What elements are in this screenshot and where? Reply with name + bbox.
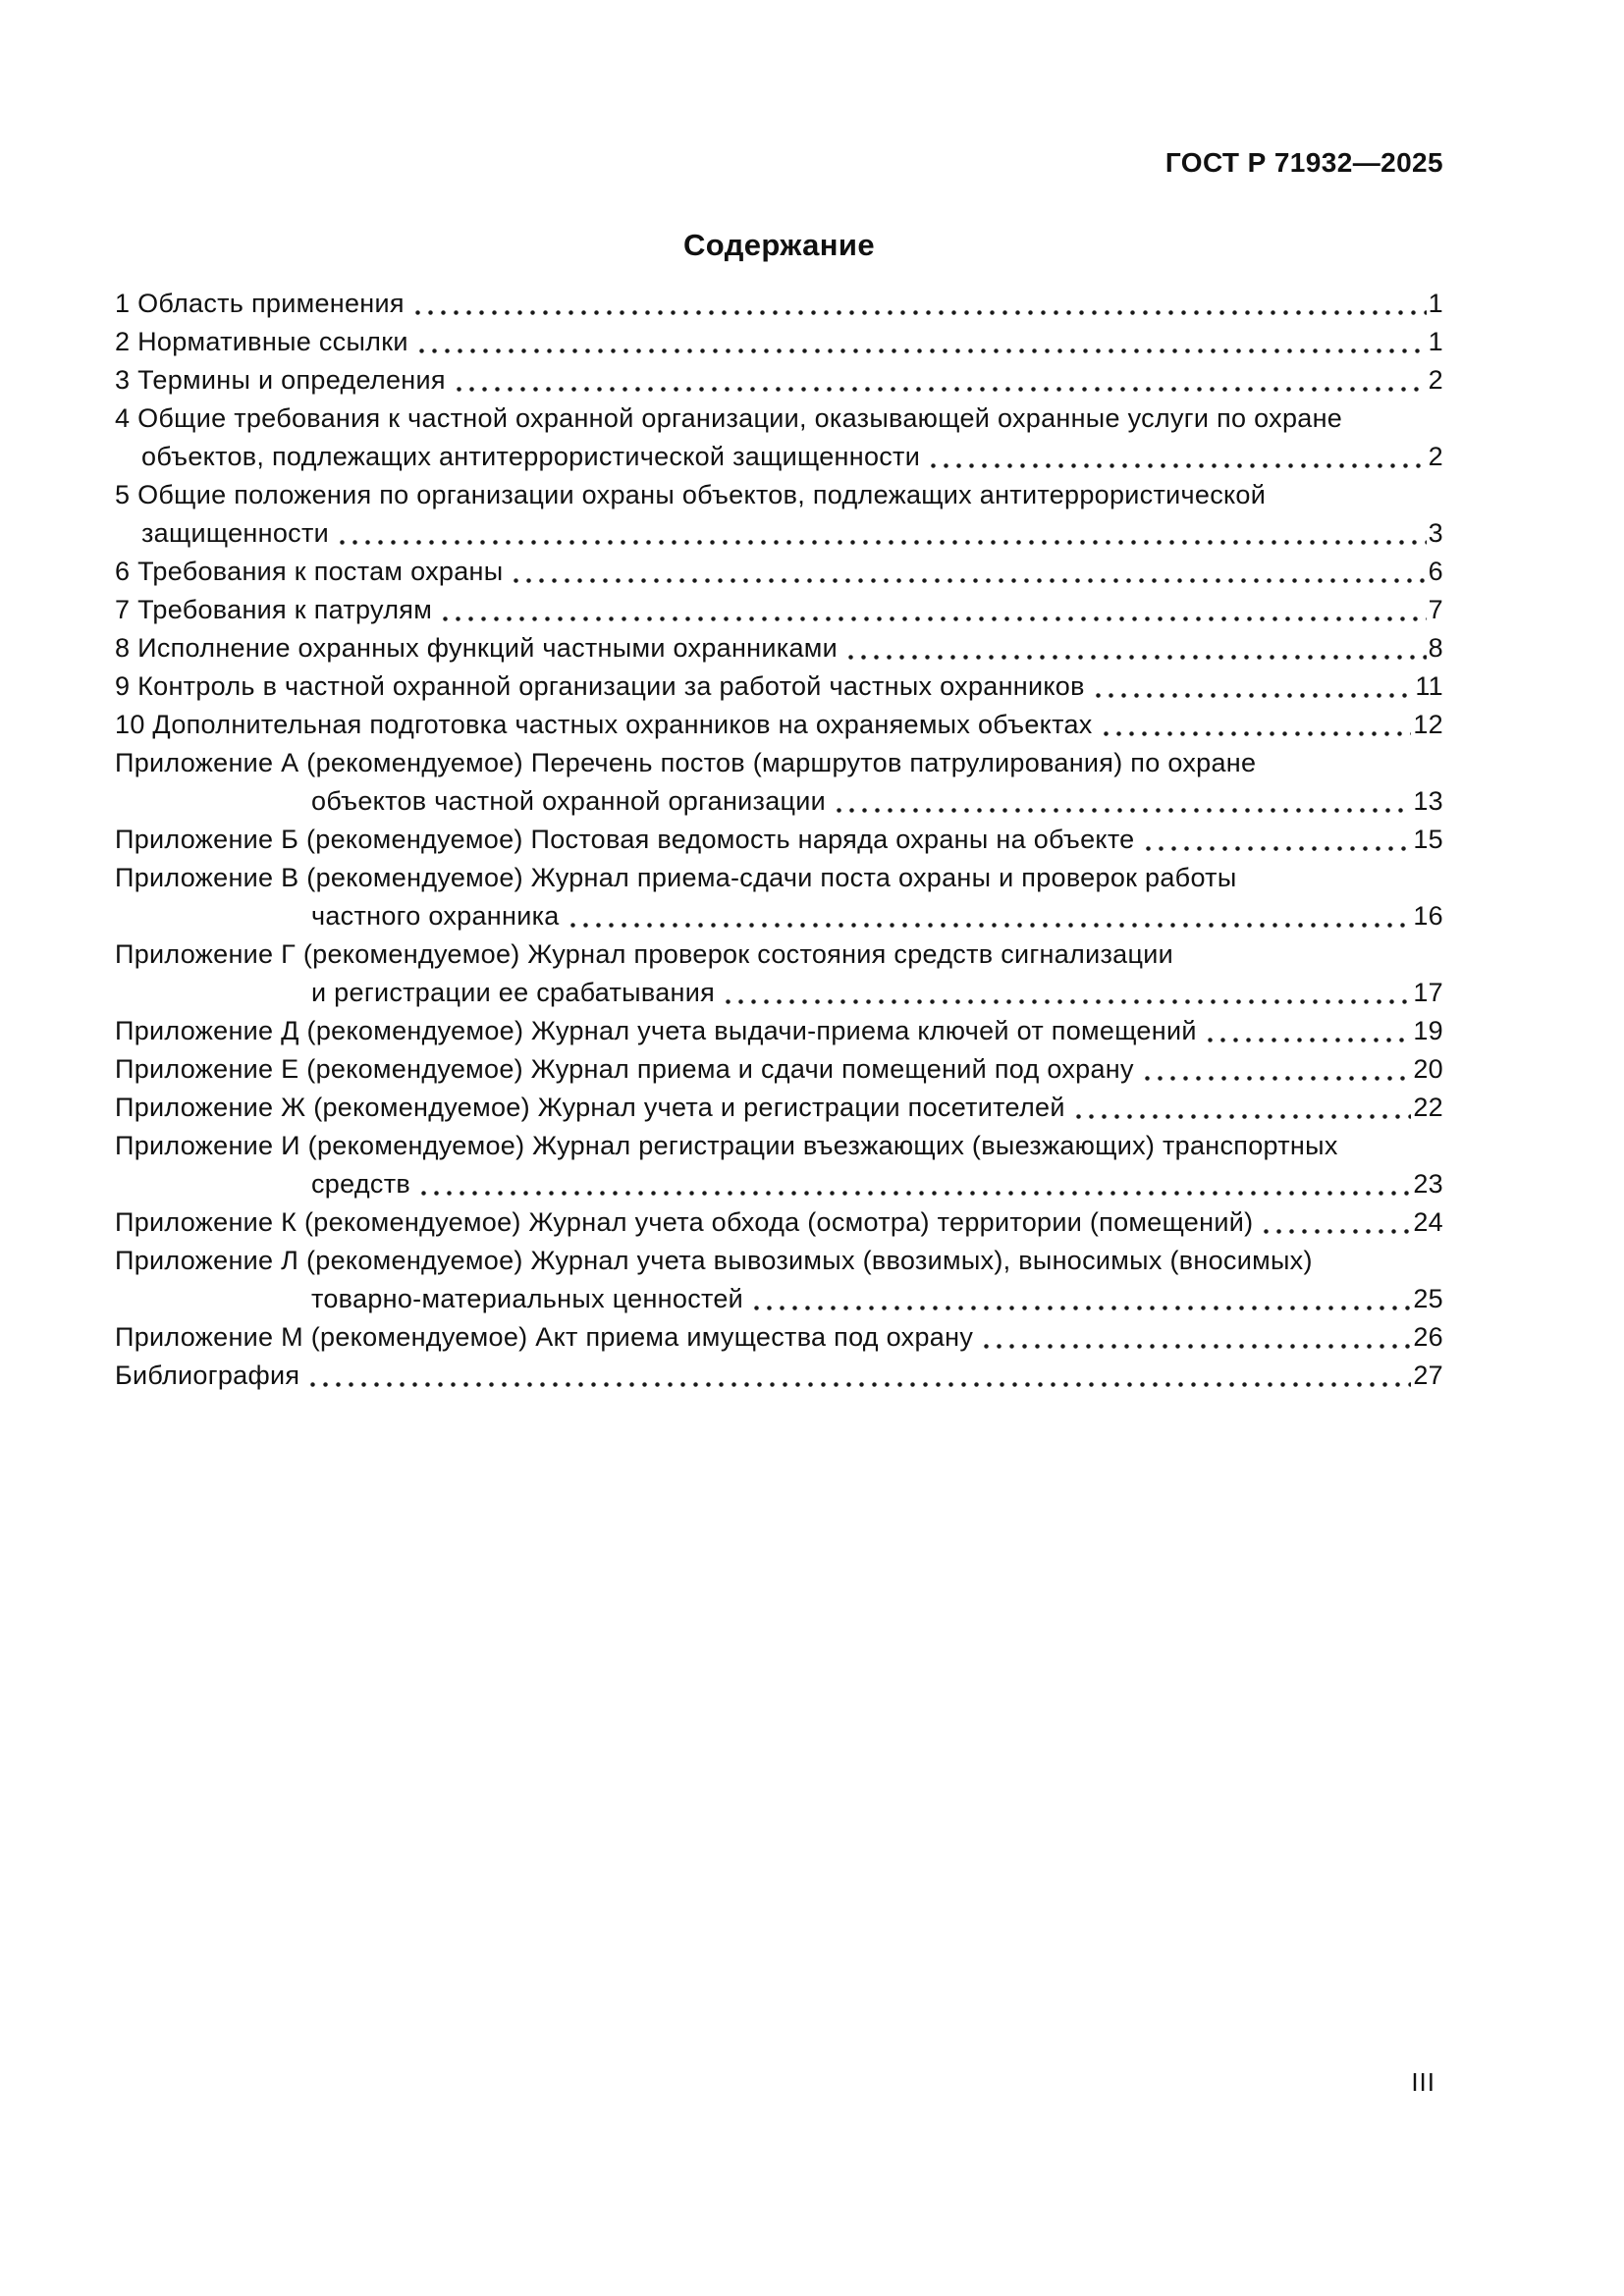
standard-code: ГОСТ Р 71932—2025 <box>1164 147 1443 178</box>
toc-entry-line <box>115 591 1443 629</box>
toc-page-number: 25 <box>1413 1284 1443 1313</box>
toc-page-number: 16 <box>1413 901 1443 931</box>
toc-entry-text: Приложение А (рекомендуемое) Перечень постов (маршрутов патрулирования) по охране <box>115 748 1257 777</box>
table-of-contents <box>115 285 1443 1395</box>
toc-entry <box>115 361 1443 400</box>
toc-entry-text: Приложение Д (рекомендуемое) Журнал учета выдачи-приема ключей от помещений <box>115 1016 1197 1045</box>
toc-page-number: 15 <box>1413 825 1443 854</box>
dot-leader <box>927 438 1427 476</box>
dot-leader <box>417 1165 1411 1203</box>
toc-page-number: 11 <box>1415 671 1443 701</box>
toc-entry-line <box>115 1203 1443 1242</box>
toc-entry-line <box>115 1280 1443 1318</box>
toc-entry-text: Приложение Е (рекомендуемое) Журнал приема и сдачи помещений под охрану <box>115 1054 1134 1084</box>
toc-entry-line <box>115 744 1443 782</box>
toc-entry-text: Библиография <box>115 1361 300 1390</box>
dot-leader <box>336 514 1427 553</box>
dot-leader <box>1092 667 1414 706</box>
toc-entry-text: Приложение Ж (рекомендуемое) Журнал учета и регистрации посетителей <box>115 1093 1065 1122</box>
toc-entry-line <box>115 897 1443 935</box>
toc-entry <box>115 323 1443 361</box>
toc-entry-text: 3 Термины и определения <box>115 365 446 395</box>
toc-entry-line <box>115 1242 1443 1280</box>
toc-page-number: 8 <box>1428 633 1443 663</box>
dot-leader <box>1141 1050 1412 1089</box>
toc-page-number: 24 <box>1413 1207 1443 1237</box>
toc-entry-line <box>115 1012 1443 1050</box>
toc-entry <box>115 591 1443 629</box>
toc-page-number: 22 <box>1413 1093 1443 1122</box>
toc-page-number: 20 <box>1413 1054 1443 1084</box>
dot-leader <box>1072 1089 1412 1127</box>
dot-leader <box>833 782 1411 821</box>
toc-entry-text: защищенности <box>141 518 330 548</box>
toc-entry-text: объектов, подлежащих антитеррористической защищенности <box>141 442 921 471</box>
toc-entry <box>115 1203 1443 1242</box>
toc-page-number: 19 <box>1413 1016 1443 1045</box>
dot-leader <box>567 897 1412 935</box>
toc-entry <box>115 629 1443 667</box>
toc-entry-text: Приложение К (рекомендуемое) Журнал учета обхода (осмотра) территории (помещений) <box>115 1207 1254 1237</box>
toc-entry <box>115 553 1443 591</box>
toc-page-number: 3 <box>1428 518 1443 548</box>
toc-entry-line <box>115 629 1443 667</box>
toc-entry-line <box>115 1357 1443 1395</box>
toc-entry-text: 5 Общие положения по организации охраны объектов, подлежащих антитеррористической <box>115 480 1267 509</box>
toc-entry-line <box>115 1318 1443 1357</box>
toc-entry-text: 2 Нормативные ссылки <box>115 327 408 356</box>
toc-page-number: 23 <box>1413 1169 1443 1199</box>
toc-page-number: 1 <box>1428 327 1443 356</box>
dot-leader <box>980 1318 1411 1357</box>
toc-entry-text: Приложение Б (рекомендуемое) Постовая ведомость наряда охраны на объекте <box>115 825 1135 854</box>
toc-entry-line <box>115 821 1443 859</box>
toc-entry-line <box>115 1089 1443 1127</box>
dot-leader <box>1204 1012 1412 1050</box>
toc-entry <box>115 667 1443 706</box>
toc-entry-line <box>115 1165 1443 1203</box>
dot-leader <box>453 361 1427 400</box>
toc-entry-line <box>115 935 1443 974</box>
dot-leader <box>415 323 1427 361</box>
toc-entry-text: 4 Общие требования к частной охранной организации, оказывающей охранные услуги по охране <box>115 403 1343 433</box>
toc-entry-line <box>115 667 1443 706</box>
toc-entry-text: и регистрации ее срабатывания <box>311 978 716 1007</box>
toc-entry-text: средств <box>311 1169 411 1199</box>
toc-entry-line <box>115 285 1443 323</box>
toc-entry-line <box>115 553 1443 591</box>
toc-entry <box>115 821 1443 859</box>
dot-leader <box>1100 706 1412 744</box>
toc-entry-line <box>115 782 1443 821</box>
toc-page-number: 6 <box>1428 557 1443 586</box>
dot-leader <box>411 285 1427 323</box>
toc-entry-text: Приложение Г (рекомендуемое) Журнал проверок состояния средств сигнализации <box>115 939 1174 969</box>
toc-entry-line <box>115 974 1443 1012</box>
toc-page-number: 17 <box>1413 978 1443 1007</box>
toc-entry-line <box>115 361 1443 400</box>
toc-entry <box>115 1357 1443 1395</box>
toc-entry-text: Приложение И (рекомендуемое) Журнал регистрации въезжающих (выезжающих) транспортных <box>115 1131 1338 1160</box>
toc-page-number: 26 <box>1413 1322 1443 1352</box>
dot-leader <box>1142 821 1412 859</box>
toc-entry-line <box>115 859 1443 897</box>
toc-entry-text: частного охранника <box>311 901 560 931</box>
dot-leader <box>439 591 1427 629</box>
toc-entry <box>115 859 1443 935</box>
dot-leader <box>750 1280 1411 1318</box>
toc-entry <box>115 1127 1443 1203</box>
toc-entry-text: Приложение В (рекомендуемое) Журнал приема-сдачи поста охраны и проверок работы <box>115 863 1237 892</box>
toc-entry-text: товарно-материальных ценностей <box>311 1284 744 1313</box>
toc-entry-text: 8 Исполнение охранных функций частными охранниками <box>115 633 839 663</box>
dot-leader <box>510 553 1426 591</box>
toc-entry <box>115 1318 1443 1357</box>
toc-entry-text: 10 Дополнительная подготовка частных охранников на охраняемых объектах <box>115 710 1093 739</box>
toc-entry-line <box>115 323 1443 361</box>
toc-entry-line <box>115 1127 1443 1165</box>
toc-page-number: 2 <box>1428 365 1443 395</box>
toc-page-number: 1 <box>1428 289 1443 318</box>
toc-entry <box>115 476 1443 553</box>
toc-entry-line <box>115 476 1443 514</box>
page-title: Содержание <box>683 228 875 262</box>
toc-entry-text: 7 Требования к патрулям <box>115 595 433 624</box>
toc-entry-text: 1 Область применения <box>115 289 405 318</box>
toc-entry <box>115 744 1443 821</box>
toc-entry-line <box>115 1050 1443 1089</box>
toc-entry <box>115 1089 1443 1127</box>
toc-page-number: 27 <box>1413 1361 1443 1390</box>
toc-entry <box>115 1242 1443 1318</box>
toc-entry-line <box>115 514 1443 553</box>
toc-page-number: 2 <box>1428 442 1443 471</box>
dot-leader <box>844 629 1427 667</box>
toc-entry-text: Приложение Л (рекомендуемое) Журнал учета вывозимых (ввозимых), выносимых (вносимых) <box>115 1246 1313 1275</box>
footer-page-number: III <box>1411 2067 1435 2097</box>
toc-entry-line <box>115 400 1443 438</box>
toc-entry-line <box>115 438 1443 476</box>
toc-entry <box>115 400 1443 476</box>
dot-leader <box>306 1357 1411 1395</box>
toc-entry <box>115 285 1443 323</box>
dot-leader <box>722 974 1411 1012</box>
toc-entry <box>115 935 1443 1012</box>
toc-page-number: 12 <box>1413 710 1443 739</box>
toc-page-number: 13 <box>1413 786 1443 816</box>
toc-entry-text: 9 Контроль в частной охранной организации за работой частных охранников <box>115 671 1085 701</box>
toc-entry <box>115 1012 1443 1050</box>
toc-page-number: 7 <box>1428 595 1443 624</box>
toc-entry-line <box>115 706 1443 744</box>
toc-entry-text: 6 Требования к постам охраны <box>115 557 504 586</box>
toc-entry-text: объектов частной охранной организации <box>311 786 827 816</box>
toc-entry <box>115 706 1443 744</box>
toc-entry <box>115 1050 1443 1089</box>
dot-leader <box>1260 1203 1411 1242</box>
toc-entry-text: Приложение М (рекомендуемое) Акт приема имущества под охрану <box>115 1322 974 1352</box>
